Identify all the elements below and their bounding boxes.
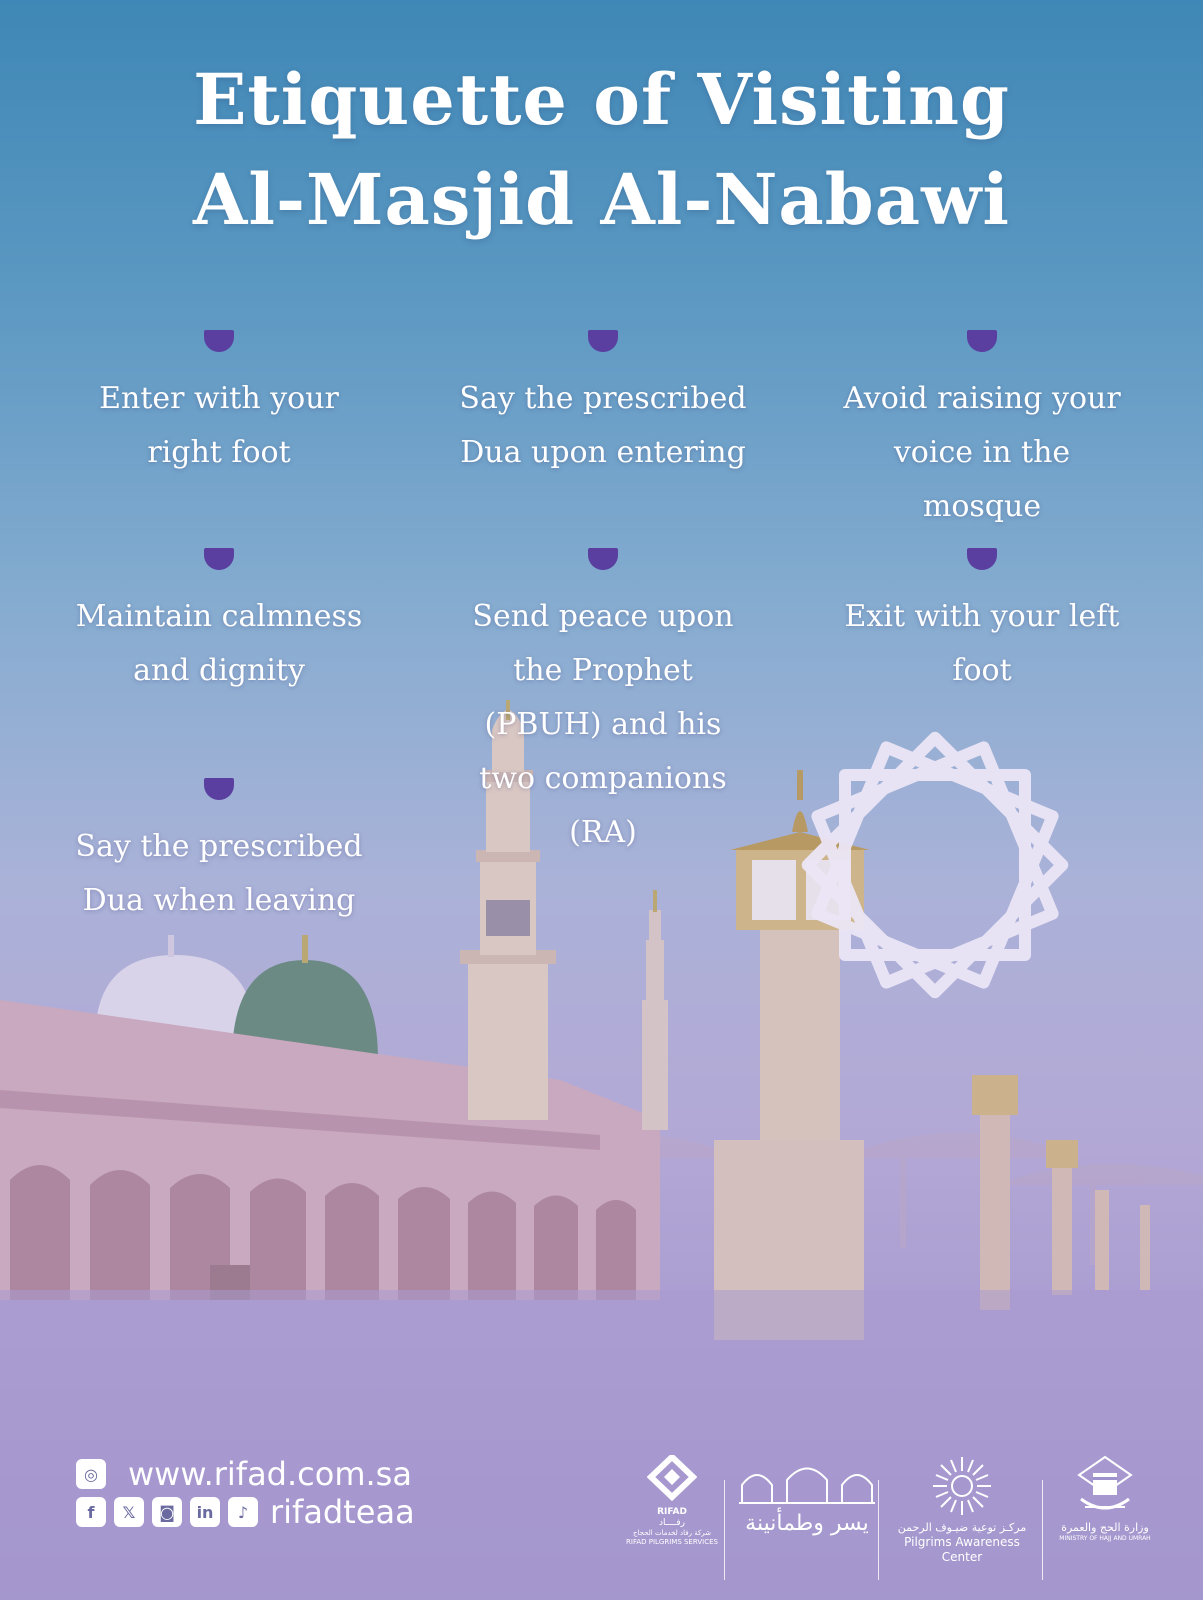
center-english-name: Pilgrims Awareness Center [904,1535,1020,1564]
page-title-line-2: Al-Masjid Al-Nabawi [193,158,1010,241]
tip-marker-icon [204,330,234,352]
geometric-star-ornament [808,738,1063,993]
instagram-icon[interactable]: ◙ [152,1497,182,1527]
tip-enter-right-foot [69,330,369,480]
facebook-icon[interactable]: f [76,1497,106,1527]
center-arabic-name: مركـز توعية ضيـوف الرحمن [897,1521,1027,1534]
globe-icon: ◎ [76,1459,106,1489]
kaaba-emblem-icon [1075,1455,1135,1517]
second-minaret [642,890,668,1130]
tip-text: Enter with your right foot [99,381,339,470]
tip-text: Say the prescribed Dua when leaving [75,829,363,918]
tip-text: Exit with your left foot [844,599,1120,688]
rifad-english-subtitle: RIFAD PILGRIMS SERVICES [626,1538,718,1546]
ministry-english-name: MINISTRY OF HAJJ AND UMRAH [1059,1535,1151,1542]
tip-send-peace [453,548,753,860]
rifad-emblem-icon [647,1455,697,1503]
linkedin-icon[interactable]: in [190,1497,220,1527]
rifad-logo [622,1455,722,1547]
x-icon[interactable]: 𝕏 [114,1497,144,1527]
yusr-logo [732,1455,882,1539]
social-handle[interactable]: rifadteaa [270,1493,415,1531]
tip-marker-icon [588,548,618,570]
tip-text: Avoid raising your voice in the mosque [843,381,1121,524]
website-link[interactable]: www.rifad.com.sa [128,1455,412,1493]
rifad-arabic-name: رفــــاد [659,1518,685,1528]
rifad-arabic-subtitle: شركة رفاد لخدمات الحجاج [632,1529,712,1537]
ministry-arabic-name: وزارة الحج والعمرة [1061,1521,1149,1534]
tiktok-icon[interactable]: ♪ [228,1497,258,1527]
tip-exit-left-foot [832,548,1132,698]
logo-divider [1042,1480,1043,1580]
tip-text: Send peace upon the Prophet (PBUH) and his two companions (RA) [472,599,734,850]
awareness-center-logo [886,1455,1038,1565]
mosque-outline-icon [737,1455,877,1505]
tip-dua-leaving [69,778,369,928]
rifad-name: RIFAD [657,1507,687,1517]
website-line [76,1455,412,1493]
ministry-logo [1050,1455,1160,1543]
distant-lamps [972,1075,1150,1310]
social-line [76,1493,415,1531]
page-title-line-1: Etiquette of Visiting [193,58,1010,141]
tip-text: Maintain calmness and dignity [75,599,363,688]
tip-text: Say the prescribed Dua upon entering [459,381,747,470]
tip-marker-icon [967,548,997,570]
tip-marker-icon [204,778,234,800]
logo-divider [878,1480,879,1580]
yusr-arabic-text: يسر وطمأنينة [745,1511,869,1536]
tip-marker-icon [204,548,234,570]
tip-avoid-raising-voice [832,330,1132,534]
sunburst-icon [931,1455,993,1517]
logo-divider [724,1480,725,1580]
tip-marker-icon [967,330,997,352]
tip-calmness-dignity [69,548,369,698]
tip-dua-entering [453,330,753,480]
tip-marker-icon [588,330,618,352]
footer [0,1455,1203,1600]
